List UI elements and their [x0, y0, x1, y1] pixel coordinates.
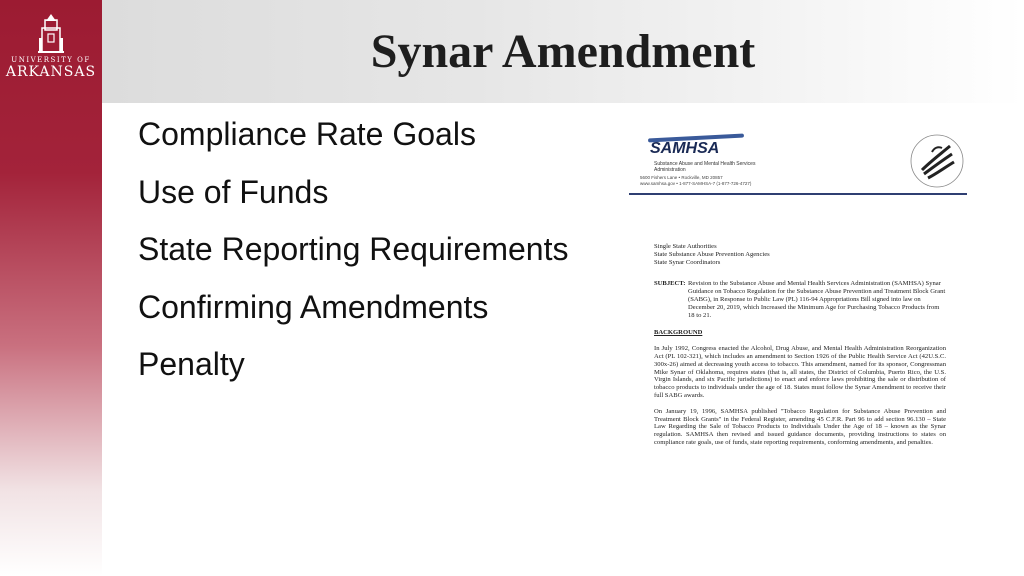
- address-line: 5600 Fishers Lane • Rockville, MD 20857: [640, 175, 723, 180]
- subject-block: [654, 280, 946, 319]
- subject-text: Revision to the Substance Abuse and Mental Health Services Administration (SAMHSA) Synar Guidance on Tobacco Regulation for the Substance Abuse Prevention and Treatment Block Grant (SABG), in Response to Public Law (PL) 116-94 Appropriations Bill signed into law on December 20, 2019, which Increased the Minimum Age for Purchasing Tobacco Products from 18 to 21.: [688, 280, 946, 319]
- memo-paragraph: On January 19, 1996, SAMHSA published "Tobacco Regulation for Substance Abuse Prevention and Treatment Block Grants" in the Federal Register, amending 45 C.F.R. Part 96 to add section 96.130 – State Law Regarding the Sale of Tobacco Products to Individuals Under the Age of 18 – known as the Synar regulation. SAMHSA then revised and issued guidance documents, providing instructions to states on compliance rate goals, use of funds, state reporting requirements, conforming amendments, and penalties.: [654, 407, 946, 446]
- subject-label: SUBJECT:: [654, 280, 686, 288]
- recipient-line: State Synar Coordinators: [654, 258, 721, 266]
- memo-crop-fade: [626, 485, 970, 495]
- memo-body: [654, 243, 946, 447]
- samhsa-memo-image: [626, 130, 970, 495]
- contact-line: www.samhsa.gov • 1-877-SAMHSA-7 (1-877-726-4727): [640, 181, 752, 186]
- university-logo: [0, 14, 102, 80]
- bullet-item: Compliance Rate Goals: [138, 116, 476, 152]
- hhs-seal-icon: [908, 132, 966, 190]
- samhsa-logo-text: SAMHSA: [650, 140, 720, 157]
- slide-title: Synar Amendment: [370, 25, 756, 78]
- logo-university-text: UNIVERSITY OF: [11, 56, 91, 64]
- bullet-item: State Reporting Requirements: [138, 231, 569, 267]
- sidebar: [0, 0, 102, 576]
- recipient-line: Single State Authorities: [654, 243, 717, 250]
- recipients: [654, 243, 946, 266]
- memo-paragraph: In July 1992, Congress enacted the Alcohol, Drug Abuse, and Mental Health Administration Reorganization Act (PL 102-321), which includes an amendment to Section 1926 of the Public Health Service Act (42U.S.C. 300x-26) aimed at decreasing youth access to tobacco. This amendment, named for its sponsor, Congressman Mike Synar of Oklahoma, requires states (that is, all states, the District of Columbia, Puerto Rico, the U.S. Virgin Islands, and six Pacific jurisdictions) to enact and enforce laws prohibiting the sale or distribution of tobacco products to individuals under the age of 18. States must follow the Synar Amendment to receive their full SABG awards.: [654, 345, 946, 399]
- recipient-line: State Substance Abuse Prevention Agencies: [654, 250, 770, 258]
- old-main-tower-icon: [36, 14, 66, 54]
- background-heading: BACKGROUND: [654, 329, 703, 337]
- agency-full-name: Substance Abuse and Mental Health Services Administration: [654, 161, 756, 173]
- logo-state-text: ARKANSAS: [5, 64, 97, 80]
- bullet-list: [138, 114, 568, 402]
- header-rule: [629, 193, 967, 195]
- bullet-item: Use of Funds: [138, 173, 329, 210]
- agency-address: [640, 175, 840, 187]
- bullet-item: Confirming Amendments: [138, 288, 489, 325]
- bullet-item: Penalty: [138, 346, 245, 382]
